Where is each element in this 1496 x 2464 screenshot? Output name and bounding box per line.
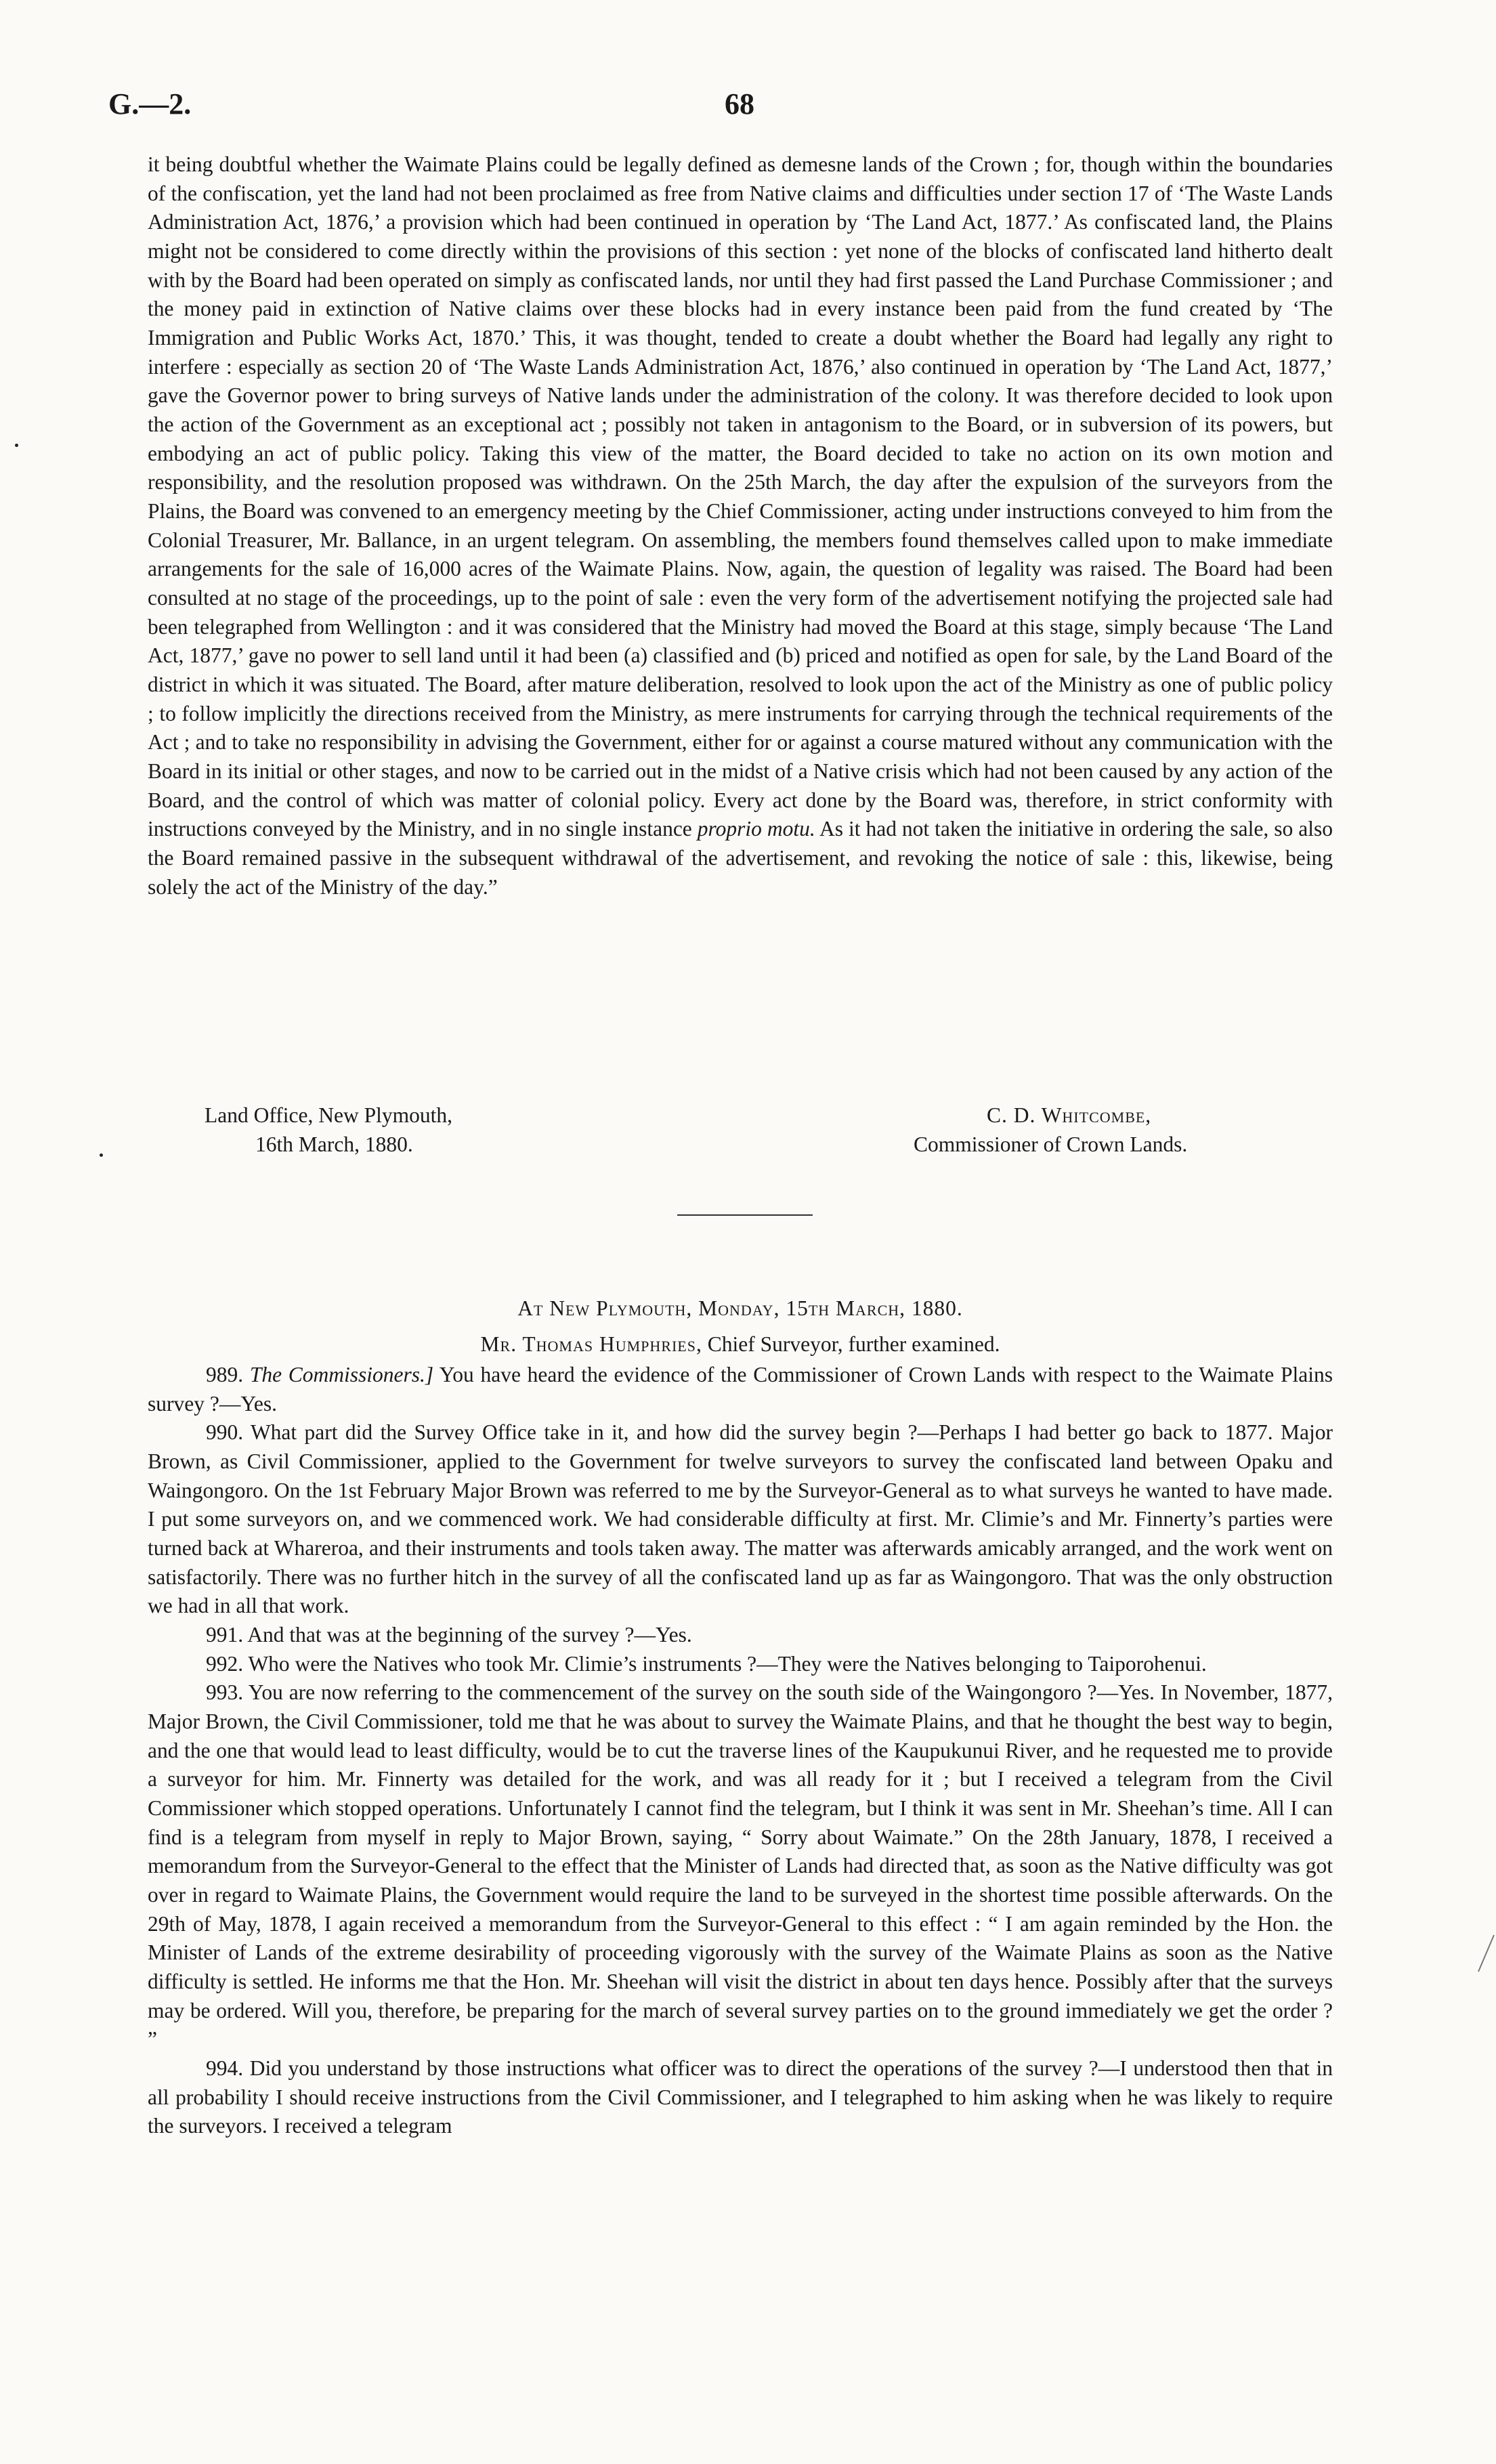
witness-name: Mr. Thomas Humphries, <box>480 1332 702 1356</box>
qa-990: 990. What part did the Survey Office take in it, and how did the survey begin ?—Perhaps I had better go back to 1877. Major Brown, as Civil Commissioner, applied to the Government for twelve surveyors to survey the confiscated land between Opaku and Waingongoro. On the 1st February Major Brown was referred to me by the Surveyor-General as to what surveys he wanted to have made. I put some surveyors on, and we commenced work. We had considerable difficulty at first. Mr. Climie’s and Mr. Finnerty’s parties were turned back at Whareroa, and their instruments and tools taken away. The matter was afterwards amicably arranged, and the work went on satisfactorily. There was no further hitch in the survey of all the confiscated land up as far as Waingongoro. That was the only obstruction we had in all that work. <box>148 1420 1333 1618</box>
margin-speck <box>15 444 18 447</box>
qa-989: 989. The Commissioners.] You have heard the evidence of the Commissioner of Crown Lands with respect to the Waimate Plains survey ?—Yes. <box>148 1363 1333 1416</box>
session-heading: At New Plymouth, Monday, 15th March, 1880. <box>517 1296 963 1320</box>
witness-line <box>148 1332 1333 1357</box>
qa-993: 993. You are now referring to the commencement of the survey on the south side of the Waingongoro ?—Yes. In November, 1877, Major Brown, the Civil Commissioner, told me that he was about to survey the Waimate Plains, and that he thought the best way to begin, and the one that would lead to least difficulty, would be to cut the traverse lines of the Kaupukunui River, and he requested me to provide a surveyor for him. Mr. Finnerty was detailed for the work, and was all ready for it ; but I received a telegram from the Civil Commissioner which stopped operations. Unfortunately I cannot find the telegram, but I think it was sent in Mr. Sheehan’s time. All I can find is a telegram from myself in reply to Major Brown, saying, “ Sorry about Waimate.” On the 28th January, 1878, I received a memorandum from the Surveyor-General to the effect that the Minister of Lands had directed that, as soon as the Native difficulty was got over in regard to Waimate Plains, the Government would require the land to be surveyed in the shortest time possible afterwards. On the 29th of May, 1878, I again received a memorandum from the Surveyor-General to this effect : “ I am again reminded by the Hon. the Minister of Lands of the extreme desirability of proceeding vigorously with the survey of the Waimate Plains as soon as the Native difficulty is settled. He informs me that the Hon. Mr. Sheehan will visit the district in about ten days hence. Possibly after that the surveys may be ordered. Will you, therefore, be preparing for the march of several survey parties on to the ground immediately we get the order ? ” <box>148 1680 1333 2052</box>
section-divider <box>677 1214 813 1216</box>
signature-name: C. D. Whitcombe, <box>987 1103 1152 1127</box>
qa-991: 991. And that was at the beginning of the survey ?—Yes. <box>206 1623 692 1647</box>
intro-paragraph: it being doubtful whether the Waimate Plains could be legally defined as demesne lands of the Crown ; for, though within the boundaries of the confiscation, yet the land had not been proclaimed as free from Native claims and difficulties under section 17 of ‘The Waste Lands Administration Act, 1876,’ a provision which had been continued in operation by ‘The Land Act, 1877.’ As confiscated land, the Plains might not be considered to come directly within the provisions of this section : yet none of the blocks of confiscated land hitherto dealt with by the Board had been operated on simply as confiscated lands, nor until they had first passed the Land Purchase Commissioner ; and the money paid in extinction of Native claims over these blocks had in every instance been paid from the fund created by ‘The Immigration and Public Works Act, 1870.’ This, it was thought, tended to create a doubt whether the Board had legally any right to interfere : especially as section 20 of ‘The Waste Lands Administration Act, 1876,’ also continued in operation by ‘The Land Act, 1877,’ gave the Governor power to bring surveys of Native lands under the administration of the colony. It was therefore decided to look upon the action of the Government as an exceptional act ; possibly not taken in antagonism to the Board, or in subversion of its powers, but embodying an act of public policy. Taking this view of the matter, the Board decided to take no action on its own motion and responsibility, and the resolution proposed was withdrawn. On the 25th March, the day after the expulsion of the surveyors from the Plains, the Board was convened to an emergency meeting by the Chief Commissioner, acting under instructions conveyed to him from the Colonial Treasurer, Mr. Ballance, in an urgent telegram. On assembling, the members found themselves called upon to make immediate arrangements for the sale of 16,000 acres of the Waimate Plains. Now, again, the question of legality was raised. The Board had been consulted at no stage of the proceedings, up to the point of sale : even the very form of the advertisement notifying the projected sale had been telegraphed from Wellington : and it was considered that the Ministry had moved the Board at this stage, simply because ‘The Land Act, 1877,’ gave no power to sell land until it had been (a) classified and (b) priced and notified as open for sale, by the Land Board of the district in which it was situated. The Board, after mature deliberation, resolved to look upon the act of the Ministry as one of public policy ; to follow implicitly the directions received from the Ministry, as mere instruments for carrying through the technical requirements of the Act ; and to take no responsibility in advising the Government, either for or against a course matured without any communication with the Board in its initial or other stages, and now to be carried out in the midst of a Native crisis which had not been caused by any action of the Board, and the control of which was matter of colonial policy. Every act done by the Board was, therefore, in strict conformity with instructions conveyed by the Ministry, and in no single instance proprio motu. As it had not taken the initiative in ordering the sale, so also the Board remained passive in the subsequent withdrawal of the advertisement, and revoking the notice of sale : this, likewise, being solely the act of the Ministry of the day.” <box>148 152 1333 899</box>
signature-place: Land Office, New Plymouth, <box>205 1103 452 1127</box>
qa-992: 992. Who were the Natives who took Mr. Climie’s instruments ?—They were the Natives belonging to Taiporohenui. <box>206 1651 1207 1676</box>
latin-phrase: proprio motu. <box>697 817 815 841</box>
margin-pencil-mark <box>1476 1934 1495 1974</box>
signature-date: 16th March, 1880. <box>255 1132 413 1156</box>
witness-role: Chief Surveyor, further examined. <box>702 1332 1000 1356</box>
series-code: G.—2. <box>108 87 192 121</box>
signature-title: Commissioner of Crown Lands. <box>914 1132 1188 1156</box>
qa-block <box>148 1361 1333 2141</box>
qa-speaker: The Commissioners.] <box>249 1363 434 1386</box>
qa-994: 994. Did you understand by those instructions what officer was to direct the operations of the survey ?—I understood then that in all probability I should receive instructions from the Civil Commissioner, and I telegraphed to him asking when he was likely to require the surveyors. I received a telegram <box>148 2056 1333 2138</box>
page-number: 68 <box>725 87 754 121</box>
intro-block <box>148 150 1333 901</box>
margin-speck <box>100 1153 103 1157</box>
